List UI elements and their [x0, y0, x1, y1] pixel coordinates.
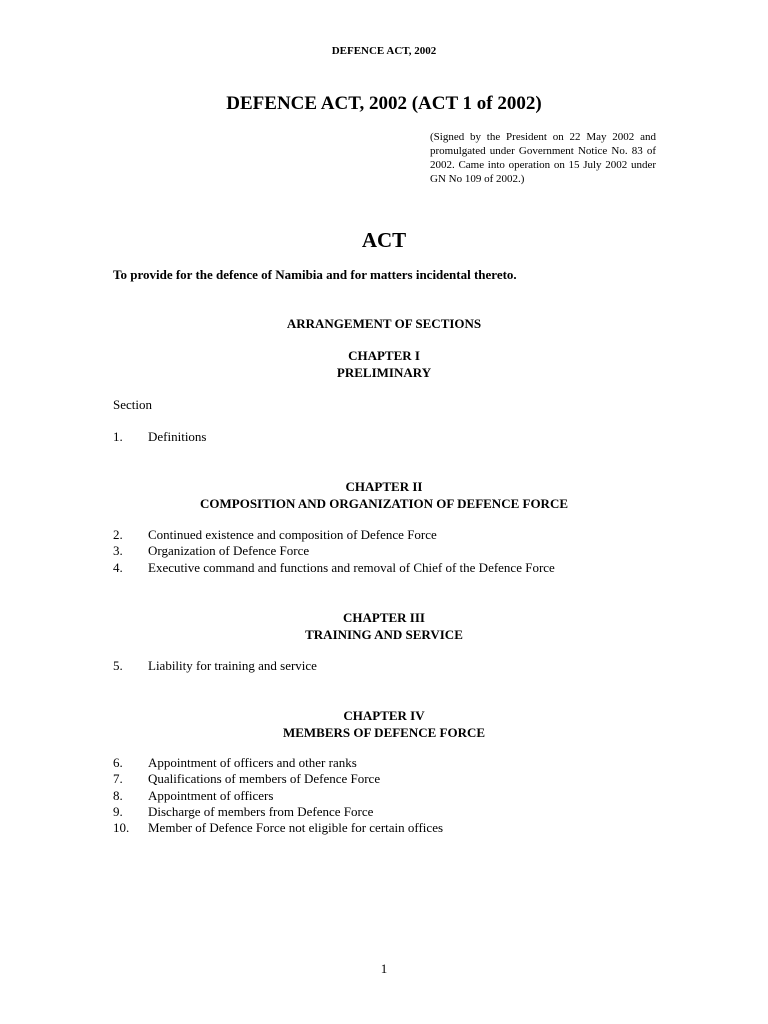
chapter-heading — [0, 347, 768, 381]
section-item — [113, 527, 555, 543]
section-item — [113, 820, 443, 836]
section-item — [113, 543, 555, 559]
signing-note: (Signed by the President on 22 May 2002 and promulgated under Government Notice No. 83 of 2002. Came into operation on 15 July 2002 under GN No 109 of 2002.) — [430, 131, 656, 185]
chapter-number: CHAPTER I — [348, 348, 420, 363]
chapter-number: CHAPTER III — [343, 610, 425, 625]
arrangement-heading: ARRANGEMENT OF SECTIONS — [286, 316, 482, 331]
chapter-heading — [0, 478, 768, 512]
section-list — [113, 658, 317, 674]
long-title: To provide for the defence of Namibia and for matters incidental thereto. — [113, 267, 517, 282]
section-item — [113, 429, 207, 445]
section-title: Discharge of members from Defence Force — [148, 803, 374, 819]
section-title: Appointment of officers and other ranks — [148, 755, 357, 770]
section-number: 6. — [113, 755, 123, 770]
section-title: Liability for training and service — [148, 658, 317, 673]
section-item — [113, 771, 443, 787]
chapter-heading — [0, 609, 768, 643]
chapter-number: CHAPTER II — [345, 479, 423, 494]
section-number: 7. — [113, 771, 123, 787]
section-title: Member of Defence Force not eligible for certain offices — [148, 820, 444, 836]
section-number: 3. — [113, 543, 123, 559]
section-number: 4. — [113, 559, 123, 575]
section-title: Executive command and functions and removal of Chief of the Defence Force — [148, 559, 555, 575]
running-header: DEFENCE ACT, 2002 — [331, 45, 437, 57]
section-list — [113, 429, 207, 445]
chapter-title: COMPOSITION AND ORGANIZATION OF DEFENCE FORCE — [200, 496, 568, 511]
section-item — [113, 788, 443, 804]
section-number: 2. — [113, 527, 123, 542]
section-column-label: Section — [113, 397, 152, 412]
chapter-title: MEMBERS OF DEFENCE FORCE — [282, 725, 486, 740]
section-title: Appointment of officers — [148, 787, 274, 803]
section-number: 8. — [113, 787, 123, 803]
section-item — [113, 658, 317, 674]
section-item — [113, 755, 443, 771]
section-list — [113, 527, 555, 576]
chapter-heading — [0, 707, 768, 741]
section-title: Qualifications of members of Defence Force — [148, 771, 381, 787]
section-number: 1. — [113, 429, 123, 444]
section-item — [113, 560, 555, 576]
page-number: 1 — [380, 961, 388, 976]
act-heading: ACT — [361, 228, 407, 252]
chapter-title: PRELIMINARY — [336, 365, 432, 380]
section-number: 5. — [113, 658, 123, 673]
section-number: 9. — [113, 803, 123, 819]
section-list — [113, 755, 443, 836]
section-item — [113, 804, 443, 820]
chapter-title: TRAINING AND SERVICE — [305, 627, 463, 642]
chapter-number: CHAPTER IV — [343, 708, 425, 723]
document-title: DEFENCE ACT, 2002 (ACT 1 of 2002) — [226, 93, 542, 114]
section-title: Continued existence and composition of Defence Force — [148, 527, 437, 542]
section-title: Organization of Defence Force — [148, 543, 310, 559]
section-number: 10. — [113, 820, 130, 836]
section-title: Definitions — [148, 429, 207, 444]
